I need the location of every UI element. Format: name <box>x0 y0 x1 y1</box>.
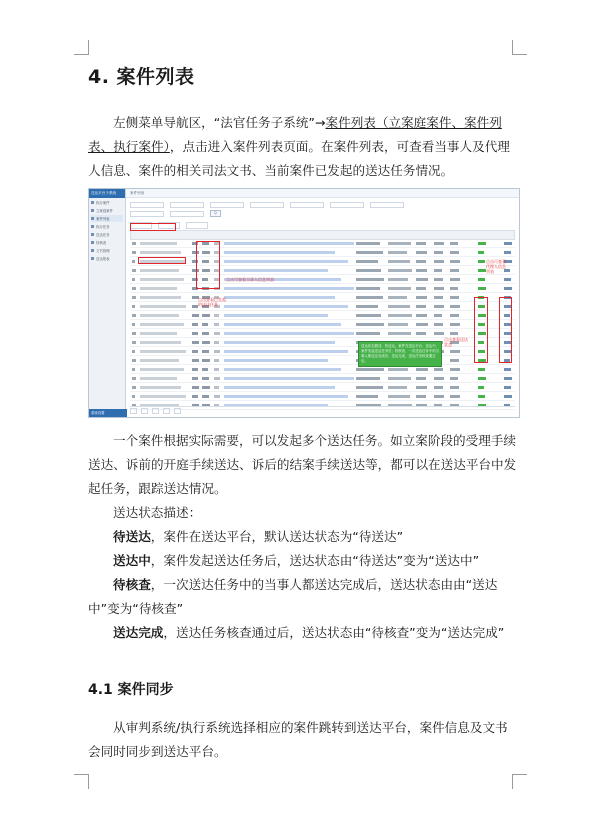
screenshot-cell <box>140 287 177 290</box>
screenshot-cell <box>214 314 219 317</box>
screenshot-cell <box>416 314 427 317</box>
screenshot-menu-item: 案件列表 <box>96 217 110 221</box>
screenshot-cell <box>356 278 384 281</box>
screenshot-cell <box>202 395 209 398</box>
screenshot-cell <box>356 395 378 398</box>
screenshot-cell <box>356 305 378 308</box>
screenshot-cell <box>356 287 380 290</box>
screenshot-table-row <box>130 392 515 401</box>
screenshot-cell <box>140 305 186 308</box>
screenshot-cell <box>202 359 210 362</box>
screenshot-cell <box>224 359 328 362</box>
task-paragraph-text: 一个案件根据实际需要，可以发起多个送达任务。如立案阶段的受理手续送达、诉前的开庭手续送达、诉后的结案手续送达等，都可以在送达平台中发起任务，跟踪送达情况。 <box>88 433 517 496</box>
screenshot-table-row <box>130 311 515 320</box>
screenshot-cell <box>434 251 443 254</box>
screenshot-cell <box>504 278 511 281</box>
screenshot-cell <box>416 323 428 326</box>
screenshot-cell <box>478 242 486 245</box>
case-list-screenshot <box>88 188 520 418</box>
screenshot-cell <box>450 368 460 371</box>
screenshot-cell <box>388 332 411 335</box>
screenshot-menu-item: 执行任务 <box>96 225 110 229</box>
screenshot-menu-item: 文书管理 <box>96 249 110 253</box>
screenshot-cell <box>416 332 426 335</box>
screenshot-cell <box>416 260 426 263</box>
screenshot-cell <box>140 296 181 299</box>
screenshot-cell <box>388 242 411 245</box>
screenshot-cell <box>416 269 427 272</box>
status-term: 待送达 <box>113 529 151 544</box>
screenshot-cell <box>416 368 428 371</box>
screenshot-cell <box>478 251 484 254</box>
screenshot-cell <box>388 269 412 272</box>
screenshot-cell <box>192 359 199 362</box>
screenshot-table-row <box>130 383 515 392</box>
screenshot-cell <box>356 332 380 335</box>
screenshot-cell <box>478 278 485 281</box>
screenshot-table-row <box>130 266 515 275</box>
screenshot-cell <box>388 386 407 389</box>
screenshot-menu-item: 送达任务 <box>96 233 110 237</box>
screenshot-table-row <box>130 239 515 248</box>
screenshot-cell <box>434 368 443 371</box>
screenshot-cell <box>214 395 220 398</box>
screenshot-cell <box>132 386 136 389</box>
screenshot-cell <box>450 296 459 299</box>
screenshot-cell <box>416 278 428 281</box>
screenshot-cell <box>504 287 512 290</box>
screenshot-cell <box>224 242 354 245</box>
screenshot-sidebar-title: 送达平台子系统 <box>89 189 125 198</box>
screenshot-cell <box>416 305 426 308</box>
status-title: 送达状态描述： <box>113 505 202 520</box>
screenshot-table-rows <box>130 239 515 410</box>
screenshot-cell <box>224 395 348 398</box>
screenshot-cell <box>214 323 219 326</box>
screenshot-cell <box>202 377 209 380</box>
party-note: 点击可查看当事人信息列表 <box>226 277 274 282</box>
screenshot-cell <box>132 269 136 272</box>
intro-text-start: 左侧菜单导航区，“法官任务子系统”→ <box>113 115 326 130</box>
status-item <box>88 549 518 573</box>
screenshot-table-row <box>130 374 515 383</box>
screenshot-search-button: Q <box>210 210 221 217</box>
screenshot-menu-item: 执行案件 <box>96 201 110 205</box>
screenshot-cell <box>132 251 136 254</box>
agent-note: 点击可查看代理人信息列表 <box>486 259 506 274</box>
screenshot-cell <box>416 251 427 254</box>
screenshot-cell <box>202 323 208 326</box>
screenshot-cell <box>192 395 198 398</box>
screenshot-cell <box>450 260 460 263</box>
screenshot-table-row <box>130 347 515 356</box>
screenshot-cell <box>224 377 354 380</box>
screenshot-main <box>126 189 519 417</box>
screenshot-cell <box>202 314 210 317</box>
screenshot-cell <box>132 305 135 308</box>
screenshot-cell <box>132 260 135 263</box>
screenshot-cell <box>388 395 410 398</box>
screenshot-cell <box>478 377 486 380</box>
screenshot-cell <box>140 395 186 398</box>
screenshot-cell <box>192 368 198 371</box>
screenshot-pager <box>130 406 515 415</box>
crop-mark-top-right <box>512 40 527 55</box>
screenshot-cell <box>132 314 136 317</box>
status-note: 点击查看送达状态 <box>444 337 468 347</box>
screenshot-cell <box>450 251 459 254</box>
screenshot-cell <box>140 386 181 389</box>
screenshot-cell <box>356 368 384 371</box>
screenshot-cell <box>388 377 411 380</box>
status-desc: ，案件发起送达任务后，送达状态由“待送达”变为“送达中” <box>150 553 480 568</box>
screenshot-table-row <box>130 257 515 266</box>
screenshot-cell <box>224 296 335 299</box>
screenshot-table-row <box>130 275 515 284</box>
screenshot-cell <box>434 323 443 326</box>
screenshot-cell <box>356 386 383 389</box>
screenshot-cell <box>356 251 383 254</box>
screenshot-table-row <box>130 356 515 365</box>
screenshot-cell <box>504 368 511 371</box>
screenshot-cell <box>140 323 184 326</box>
screenshot-menu-item: 待核查 <box>96 241 107 245</box>
party-column-highlight <box>130 223 176 231</box>
intro-paragraph <box>88 111 518 183</box>
screenshot-cell <box>450 278 460 281</box>
status-desc: ，一次送达任务中的当事人都送达完成后，送达状态由由“送达中”变为“待核查” <box>88 577 498 616</box>
screenshot-cell <box>450 359 459 362</box>
status-item <box>88 525 518 549</box>
screenshot-cell <box>192 341 199 344</box>
screenshot-cell <box>192 377 198 380</box>
screenshot-cell <box>388 368 408 371</box>
screenshot-cell <box>504 386 511 389</box>
screenshot-cell <box>140 332 177 335</box>
screenshot-cell <box>434 278 443 281</box>
screenshot-cell <box>192 314 199 317</box>
screenshot-cell <box>224 350 348 353</box>
screenshot-cell <box>450 386 459 389</box>
screenshot-cell <box>434 269 442 272</box>
screenshot-cell <box>416 395 426 398</box>
status-item <box>88 621 518 645</box>
screenshot-cell <box>224 341 335 344</box>
status-item <box>88 573 518 621</box>
screenshot-cell <box>202 368 208 371</box>
crop-mark-bottom-left <box>74 774 89 789</box>
screenshot-cell <box>450 350 460 353</box>
screenshot-cell <box>224 305 348 308</box>
screenshot-cell <box>214 341 219 344</box>
screenshot-cell <box>192 323 198 326</box>
sync-paragraph <box>88 716 518 764</box>
screenshot-cell <box>224 323 341 326</box>
screenshot-cell <box>416 377 426 380</box>
status-legend-note: 送达状态描述：待送达，案件在送达平台；送达中，案件发起送达任务后；待核查，一次送达任务中的当事人都送达完成后；送达完成，送达任务核查通过后。 <box>358 341 442 367</box>
screenshot-cell <box>504 251 511 254</box>
screenshot-cell <box>478 368 485 371</box>
screenshot-cell <box>192 386 199 389</box>
screenshot-cell <box>132 395 135 398</box>
screenshot-table-row <box>130 302 515 311</box>
screenshot-menu-item: 送达报表 <box>96 257 110 261</box>
screenshot-cell <box>356 296 383 299</box>
screenshot-cell <box>140 251 181 254</box>
screenshot-cell <box>504 377 512 380</box>
screenshot-cell <box>434 395 444 398</box>
screenshot-cell <box>224 368 341 371</box>
screenshot-cell <box>450 242 458 245</box>
screenshot-cell <box>416 386 427 389</box>
screenshot-cell <box>450 314 459 317</box>
screenshot-breadcrumb: 案件列表 <box>126 189 519 198</box>
screenshot-cell <box>450 305 460 308</box>
screenshot-cell <box>140 269 179 272</box>
screenshot-cell <box>140 368 184 371</box>
screenshot-cell <box>214 350 220 353</box>
screenshot-cell <box>224 287 354 290</box>
screenshot-cell <box>214 332 220 335</box>
screenshot-toolbar <box>130 221 515 229</box>
action-column-highlight <box>499 297 512 363</box>
screenshot-cell <box>356 323 384 326</box>
screenshot-cell <box>504 395 512 398</box>
screenshot-cell <box>140 377 177 380</box>
status-desc: ，案件在送达平台，默认送达状态为“待送达” <box>150 529 404 544</box>
screenshot-cell <box>202 350 209 353</box>
status-desc: ，送达任务核查通过后，送达状态由“待核查”变为“送达完成” <box>163 625 505 640</box>
screenshot-filter-bar <box>130 200 515 220</box>
screenshot-menu-item: 立案庭案件 <box>96 209 113 213</box>
screenshot-cell <box>434 296 443 299</box>
screenshot-cell <box>140 359 179 362</box>
status-title-line <box>88 501 518 525</box>
screenshot-table-row <box>130 293 515 302</box>
screenshot-cell <box>224 251 335 254</box>
screenshot-cell <box>434 314 442 317</box>
screenshot-cell <box>450 323 460 326</box>
screenshot-cell <box>214 377 220 380</box>
screenshot-cell <box>214 359 219 362</box>
screenshot-cell <box>132 350 135 353</box>
screenshot-cell <box>132 278 135 281</box>
screenshot-cell <box>434 287 444 290</box>
screenshot-table-row <box>130 320 515 329</box>
screenshot-cell <box>388 305 410 308</box>
screenshot-cell <box>140 278 184 281</box>
screenshot-cell <box>192 350 198 353</box>
screenshot-table-row <box>130 248 515 257</box>
screenshot-cell <box>224 260 348 263</box>
screenshot-cell <box>388 251 407 254</box>
screenshot-cell <box>434 305 444 308</box>
screenshot-cell <box>224 314 328 317</box>
screenshot-cell <box>192 332 198 335</box>
screenshot-cell <box>434 260 444 263</box>
screenshot-cell <box>416 242 426 245</box>
screenshot-cell <box>478 386 484 389</box>
sync-paragraph-text: 从审判系统/执行系统选择相应的案件跳转到送达平台，案件信息及文书会同时同步到送达平台。 <box>88 720 508 759</box>
screenshot-cell <box>132 242 136 245</box>
screenshot-cell <box>450 287 458 290</box>
screenshot-sidebar-footer: 系统设置 <box>89 409 127 417</box>
screenshot-cell <box>478 395 485 398</box>
crop-mark-bottom-right <box>512 774 527 789</box>
screenshot-cell <box>140 242 177 245</box>
screenshot-cell <box>214 386 219 389</box>
screenshot-cell <box>434 377 444 380</box>
screenshot-table-row <box>130 284 515 293</box>
screenshot-cell <box>478 287 486 290</box>
screenshot-cell <box>416 287 426 290</box>
screenshot-cell <box>132 323 135 326</box>
screenshot-cell <box>132 332 136 335</box>
screenshot-cell <box>434 332 444 335</box>
screenshot-cell <box>132 287 136 290</box>
screenshot-cell <box>416 296 427 299</box>
status-term: 送达中 <box>113 553 151 568</box>
case-list-menu-path: 案件列表（立案庭案件、案件列表、执行案件） <box>88 115 502 154</box>
subsection-heading: 4.1 案件同步 <box>88 682 174 698</box>
screenshot-cell <box>450 377 458 380</box>
row-highlight <box>138 257 186 264</box>
tasks-note: 点击查看已发起的送达任务 <box>198 297 226 307</box>
screenshot-cell <box>132 296 136 299</box>
screenshot-sidebar <box>89 189 126 417</box>
screenshot-table-row <box>130 365 515 374</box>
screenshot-cell <box>356 314 381 317</box>
intro-text-end: ，点击进入案件列表页面。在案件列表，可查看当事人及代理人信息、案件的相关司法文书、当前案件已发起的送达任务情况。 <box>88 139 510 178</box>
screenshot-cell <box>450 332 458 335</box>
screenshot-cell <box>388 278 408 281</box>
screenshot-cell <box>140 314 179 317</box>
screenshot-cell <box>202 332 209 335</box>
screenshot-cell <box>388 296 407 299</box>
screenshot-cell <box>478 269 486 272</box>
screenshot-cell <box>356 242 380 245</box>
screenshot-cell <box>434 386 443 389</box>
screenshot-cell <box>224 332 354 335</box>
task-column-highlight <box>196 241 220 289</box>
screenshot-cell <box>132 359 136 362</box>
section-heading: 4. 案件列表 <box>88 66 195 88</box>
screenshot-cell <box>434 242 444 245</box>
screenshot-cell <box>202 386 210 389</box>
screenshot-cell <box>132 377 136 380</box>
screenshot-cell <box>356 377 380 380</box>
screenshot-cell <box>356 260 378 263</box>
screenshot-cell <box>478 260 485 263</box>
task-paragraph <box>88 429 518 501</box>
screenshot-cell <box>140 350 186 353</box>
screenshot-cell <box>388 323 408 326</box>
screenshot-cell <box>132 368 135 371</box>
screenshot-cell <box>450 269 459 272</box>
crop-mark-top-left <box>74 40 89 55</box>
screenshot-cell <box>450 395 460 398</box>
screenshot-cell <box>388 314 412 317</box>
screenshot-cell <box>388 260 410 263</box>
screenshot-cell <box>140 341 181 344</box>
screenshot-cell <box>214 368 219 371</box>
screenshot-cell <box>504 242 512 245</box>
screenshot-cell <box>202 341 210 344</box>
screenshot-cell <box>132 341 136 344</box>
screenshot-cell <box>224 386 335 389</box>
screenshot-cell <box>388 287 411 290</box>
screenshot-cell <box>224 269 328 272</box>
status-term: 待核查 <box>113 577 151 592</box>
status-term: 送达完成 <box>113 625 164 640</box>
status-column-highlight <box>474 297 488 363</box>
screenshot-cell <box>356 269 381 272</box>
